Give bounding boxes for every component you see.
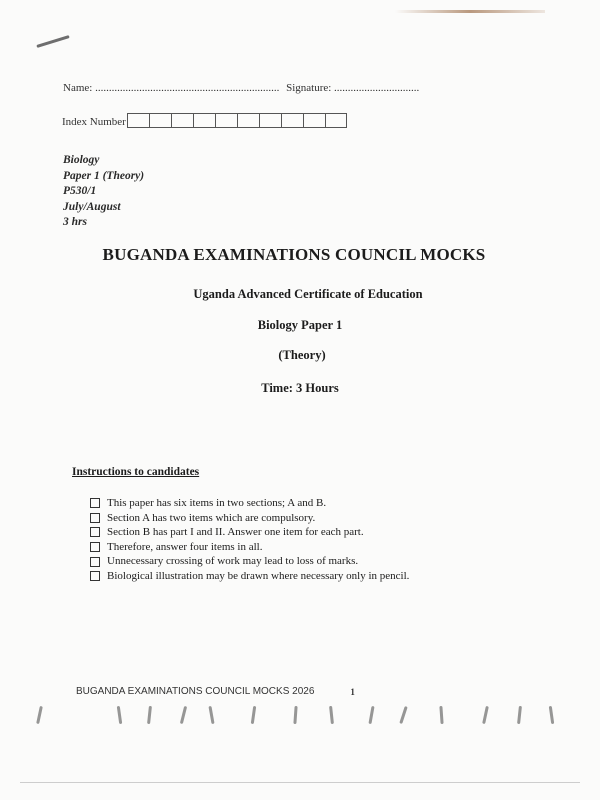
index-number-box	[281, 113, 303, 128]
instruction-item	[90, 540, 409, 555]
scan-edge-artifact	[20, 782, 580, 783]
checkbox-icon	[90, 571, 100, 581]
checkbox-icon	[90, 557, 100, 567]
instruction-item	[90, 496, 409, 511]
index-number-box	[127, 113, 149, 128]
checkbox-icon	[90, 498, 100, 508]
binding-hole-mark	[180, 706, 187, 724]
page-number: 1	[350, 686, 355, 697]
binding-hole-mark	[147, 706, 152, 724]
binding-hole-mark	[368, 706, 374, 724]
instructions-heading: Instructions to candidates	[72, 466, 200, 478]
instruction-text: Therefore, answer four items in all.	[107, 540, 263, 553]
instructions-list	[90, 496, 409, 584]
index-number-label: Index Number	[62, 116, 126, 128]
index-number-boxes	[127, 113, 347, 128]
meta-duration: 3 hrs	[63, 216, 87, 228]
instruction-item	[90, 511, 409, 526]
instruction-text: Section A has two items which are compulsory.	[107, 511, 316, 524]
binding-hole-mark	[399, 706, 407, 724]
binding-hole-mark	[549, 706, 554, 724]
binding-hole-mark	[329, 706, 334, 724]
certificate-title: Uganda Advanced Certificate of Education	[193, 287, 423, 301]
instruction-text: Biological illustration may be drawn where necessary only in pencil.	[107, 569, 410, 582]
name-field-label: Name: ...................................................................	[63, 82, 280, 94]
checkbox-icon	[90, 527, 100, 537]
meta-session: July/August	[63, 200, 121, 213]
binding-hole-mark	[117, 706, 122, 724]
index-number-box	[237, 113, 259, 128]
index-number-row	[62, 113, 347, 128]
name-signature-row	[63, 82, 419, 94]
instruction-text: Unnecessary crossing of work may lead to loss of marks.	[107, 555, 359, 568]
meta-subject: Biology	[63, 154, 100, 166]
paper-meta-block	[63, 153, 144, 231]
scan-binding-marks	[30, 706, 570, 746]
council-title: BUGANDA EXAMINATIONS COUNCIL MOCKS	[102, 245, 486, 264]
index-number-box	[193, 113, 215, 128]
instruction-item	[90, 569, 409, 584]
subject-title: Biology Paper 1	[257, 318, 343, 332]
meta-code: P530/1	[63, 185, 97, 197]
meta-paper: Paper 1 (Theory)	[63, 169, 145, 182]
footer-text: BUGANDA EXAMINATIONS COUNCIL MOCKS 2026	[76, 686, 315, 697]
binding-hole-mark	[439, 706, 443, 724]
signature-field-label: Signature: ...............................	[286, 82, 420, 94]
instruction-item	[90, 554, 409, 569]
binding-hole-mark	[482, 706, 489, 724]
checkbox-icon	[90, 513, 100, 523]
scan-edge-artifact	[395, 10, 545, 13]
binding-hole-mark	[208, 706, 214, 724]
index-number-box	[149, 113, 171, 128]
index-number-box	[215, 113, 237, 128]
index-number-box	[259, 113, 281, 128]
page-footer	[76, 686, 355, 697]
binding-hole-mark	[293, 706, 297, 724]
index-number-box	[303, 113, 325, 128]
binding-hole-mark	[517, 706, 522, 724]
time-title: Time: 3 Hours	[261, 381, 339, 395]
instruction-text: This paper has six items in two sections; A and B.	[107, 497, 327, 509]
index-number-box	[171, 113, 193, 128]
index-number-box	[325, 113, 347, 128]
instruction-item	[90, 525, 409, 540]
binding-hole-mark	[36, 706, 43, 724]
scan-pen-mark	[36, 35, 69, 48]
theory-title: (Theory)	[278, 348, 326, 362]
binding-hole-mark	[251, 706, 256, 724]
checkbox-icon	[90, 542, 100, 552]
instruction-text: Section B has part I and II. Answer one item for each part.	[107, 526, 364, 539]
